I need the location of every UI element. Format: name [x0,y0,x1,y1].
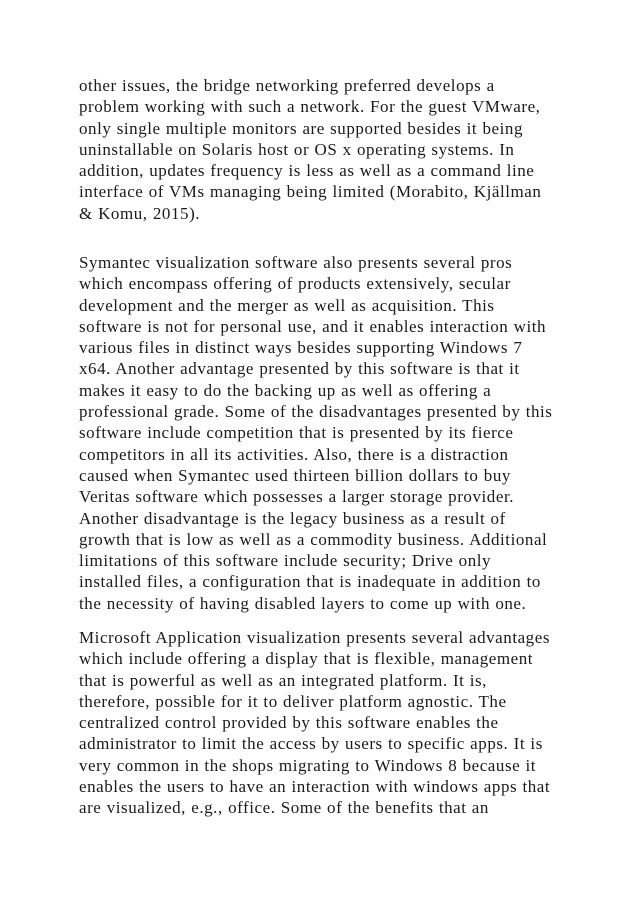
text-line: & Komu, 2015). [79,203,201,223]
text-line: Microsoft Application visualization presents several advantages [79,628,550,647]
text-line: that is powerful as well as an integrated platform. It is, [79,670,487,690]
text-line: Symantec visualization software also presents several pros [79,253,513,272]
paragraph-symantec [79,252,552,614]
text-line: centralized control provided by this software enables the [79,713,499,733]
text-line: administrator to limit the access by users to specific apps. It is [79,734,543,754]
text-line: competitors in all its activities. Also, there is a distraction [79,444,509,464]
text-line: Veritas software which possesses a larger storage provider. [79,487,515,507]
text-line: various files in distinct ways besides supporting Windows 7 [79,338,523,358]
text-line: addition, updates frequency is less as well as a command line [79,161,535,181]
text-line: x64. Another advantage presented by this software is that it [79,359,520,379]
text-line: uninstallable on Solaris host or OS x operating systems. In [79,139,515,159]
text-line: installed files, a configuration that is inadequate in addition to [79,572,541,592]
text-line: software include competition that is presented by its fierce [79,423,514,443]
text-line: other issues, the bridge networking preferred develops a [79,76,495,95]
paragraph-microsoft-app-v [79,627,550,819]
text-line: are visualized, e.g., office. Some of the benefits that an [79,798,489,818]
text-line: very common in the shops migrating to Windows 8 because it [79,755,537,775]
text-line: makes it easy to do the backing up as well as offering a [79,380,492,400]
text-line: Another disadvantage is the legacy business as a result of [79,508,506,528]
text-line: only single multiple monitors are supported besides it being [79,118,523,138]
text-line: interface of VMs managing being limited (Morabito, Kjällman [79,182,542,202]
text-line: development and the merger as well as acquisition. This [79,295,495,315]
text-line: which include offering a display that is flexible, management [79,649,534,669]
text-line: enables the users to have an interaction with windows apps that [79,777,551,797]
text-line: professional grade. Some of the disadvantages presented by this [79,402,553,422]
text-line: problem working with such a network. For the guest VMware, [79,97,541,117]
text-line: caused when Symantec used thirteen billion dollars to buy [79,465,511,485]
text-line: limitations of this software include security; Drive only [79,551,492,571]
text-line: which encompass offering of products extensively, secular [79,274,511,294]
text-line: software is not for personal use, and it enables interaction with [79,316,547,336]
text-line: therefore, possible for it to deliver platform agnostic. The [79,691,507,711]
text-line: the necessity of having disabled layers to come up with one. [79,593,527,613]
text-line: growth that is low as well as a commodity business. Additional [79,529,548,549]
paragraph-virtualbox-limitations [79,75,541,224]
